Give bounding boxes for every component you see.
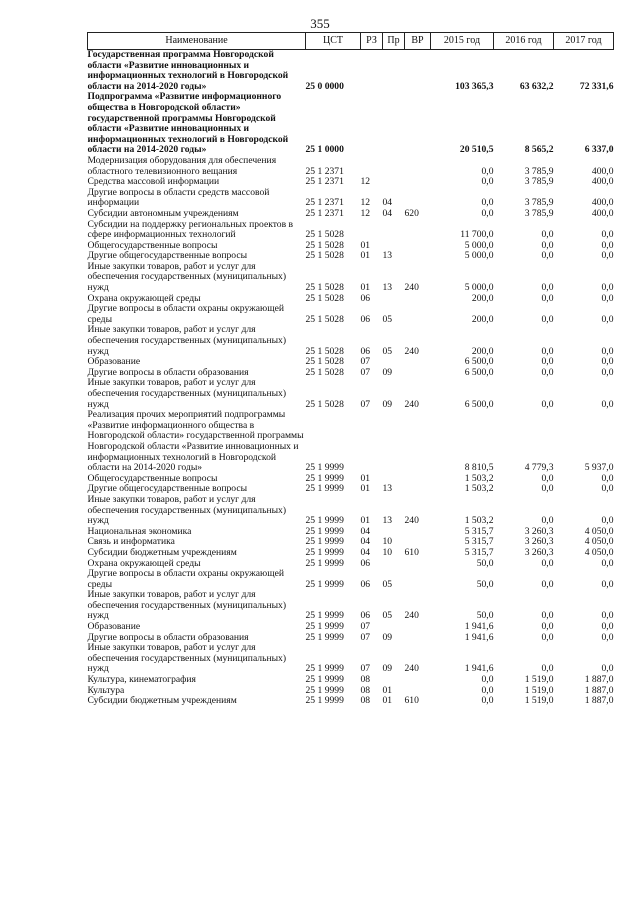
- table-header-row: [88, 33, 614, 50]
- cell-2015: 200,0: [471, 345, 494, 357]
- table-row: [88, 325, 614, 357]
- cell-2017: 0,0: [601, 313, 614, 325]
- cell-name: Общегосударственные вопросы: [87, 472, 218, 484]
- cell-name: Другие вопросы в области образования: [87, 631, 249, 643]
- cell-vr: [405, 410, 431, 474]
- cell-rz: 12: [360, 207, 371, 219]
- table-row: [88, 548, 614, 559]
- cell-2017: 0,0: [601, 282, 614, 294]
- cell-name: Образование: [87, 356, 141, 368]
- cell-2017: 0,0: [601, 250, 614, 262]
- cell-2016: 0,0: [541, 239, 554, 251]
- table-row: [88, 188, 614, 209]
- cell-rz: 01: [360, 250, 371, 262]
- cell-name: Подпрограмма «Развитие информационного общества в Новгородской области» государственной программы Новгородской области «Развитие инновационных и информационных технологий в Новгородской области на 2014-2020 годы»: [87, 91, 289, 156]
- cell-2015: 0,0: [481, 684, 494, 696]
- table-row: [88, 569, 614, 590]
- cell-2017: 1 887,0: [584, 684, 614, 696]
- budget-table: [87, 32, 614, 707]
- cell-cst: 25 1 9999: [305, 610, 344, 622]
- cell-2016: 0,0: [541, 578, 554, 590]
- cell-vr: [405, 675, 431, 686]
- cell-vr: [405, 474, 431, 485]
- cell-2017: 0,0: [601, 663, 614, 675]
- cell-2015: 0,0: [481, 695, 494, 707]
- cell-2017: 400,0: [591, 197, 614, 209]
- cell-2015: 0,0: [481, 207, 494, 219]
- cell-vr: [405, 241, 431, 252]
- cell-cst: 25 1 5028: [305, 292, 344, 304]
- cell-2017: 4 050,0: [584, 525, 614, 537]
- cell-vr: 240: [404, 282, 419, 294]
- cell-2016: 3 785,9: [524, 176, 554, 188]
- cell-2015: 5 315,7: [464, 525, 494, 537]
- cell-cst: 25 1 9999: [305, 663, 344, 675]
- cell-rz: [361, 92, 383, 156]
- cell-name: Субсидии автономным учреждениям: [87, 207, 239, 219]
- cell-name: Государственная программа Новгородской области «Развитие инновационных и информационных технологий в Новгородской области на 2014-2020 годы»: [87, 49, 289, 92]
- header-year-2017: 2017 год: [554, 33, 614, 50]
- cell-vr: [405, 357, 431, 368]
- cell-rz: [361, 50, 383, 93]
- cell-rz: 12: [360, 197, 371, 209]
- cell-name: Связь и информатика: [87, 536, 175, 548]
- cell-2016: 3 260,3: [524, 525, 554, 537]
- cell-rz: 07: [360, 398, 371, 410]
- cell-rz: 07: [360, 356, 371, 368]
- table-row: [88, 410, 614, 474]
- cell-2015: 6 500,0: [464, 366, 494, 378]
- cell-2015: 6 500,0: [464, 398, 494, 410]
- cell-pr: 09: [382, 631, 393, 643]
- cell-cst: 25 1 9999: [305, 515, 344, 527]
- cell-2016: 0,0: [541, 631, 554, 643]
- table-row: [88, 590, 614, 622]
- cell-2017: 0,0: [601, 356, 614, 368]
- cell-2017: 5 937,0: [584, 462, 614, 474]
- cell-2016: 0,0: [541, 366, 554, 378]
- cell-2015: 50,0: [476, 610, 494, 622]
- cell-pr: 10: [382, 536, 393, 548]
- cell-pr: 04: [382, 197, 393, 209]
- cell-rz: 06: [360, 292, 371, 304]
- cell-2015: 200,0: [471, 313, 494, 325]
- cell-rz: 08: [360, 695, 371, 707]
- cell-vr: [405, 50, 431, 93]
- cell-pr: 05: [382, 345, 393, 357]
- cell-2017: 1 887,0: [584, 674, 614, 686]
- cell-cst: 25 1 9999: [305, 546, 344, 558]
- cell-pr: 05: [382, 578, 393, 590]
- cell-pr: [383, 50, 405, 93]
- cell-2015: 5 315,7: [464, 546, 494, 558]
- table-row: [88, 92, 614, 156]
- cell-name: Национальная экономика: [87, 525, 192, 537]
- cell-pr: 09: [382, 366, 393, 378]
- cell-cst: 25 1 2371: [305, 165, 344, 177]
- cell-cst: 25 1 9999: [305, 462, 344, 474]
- cell-vr: 240: [404, 398, 419, 410]
- cell-name: Субсидии бюджетным учреждениям: [87, 695, 237, 707]
- cell-2016: 63 632,2: [519, 80, 554, 92]
- cell-rz: 07: [360, 663, 371, 675]
- cell-2017: 0,0: [601, 292, 614, 304]
- cell-2017: 4 050,0: [584, 546, 614, 558]
- cell-rz: 06: [360, 610, 371, 622]
- cell-rz: [361, 410, 383, 474]
- cell-2015: 20 510,5: [459, 144, 494, 156]
- cell-cst: 25 1 9999: [305, 536, 344, 548]
- cell-name: Охрана окружающей среды: [87, 557, 201, 569]
- cell-2016: 0,0: [541, 472, 554, 484]
- cell-2015: 5 000,0: [464, 239, 494, 251]
- cell-2017: 0,0: [601, 366, 614, 378]
- cell-cst: 25 1 9999: [305, 674, 344, 686]
- cell-2016: 3 785,9: [524, 197, 554, 209]
- cell-2015: 200,0: [471, 292, 494, 304]
- cell-pr: 01: [382, 695, 393, 707]
- cell-pr: [383, 410, 405, 474]
- cell-cst: 25 1 9999: [305, 695, 344, 707]
- cell-vr: [405, 294, 431, 305]
- cell-2015: 1 503,2: [464, 483, 494, 495]
- cell-rz: 04: [360, 546, 371, 558]
- cell-pr: 04: [382, 207, 393, 219]
- cell-name: Субсидии бюджетным учреждениям: [87, 546, 237, 558]
- cell-2017: 0,0: [601, 610, 614, 622]
- cell-rz: 04: [360, 525, 371, 537]
- cell-vr: [405, 188, 431, 209]
- cell-2017: 400,0: [591, 165, 614, 177]
- header-year-2015: 2015 год: [431, 33, 494, 50]
- cell-2015: 1 503,2: [464, 472, 494, 484]
- cell-cst: 25 1 5028: [305, 239, 344, 251]
- cell-2015: 50,0: [476, 557, 494, 569]
- cell-2017: 0,0: [601, 239, 614, 251]
- cell-cst: 25 1 9999: [305, 684, 344, 696]
- cell-vr: [405, 484, 431, 495]
- cell-2015: 8 810,5: [464, 462, 494, 474]
- table-row: [88, 209, 614, 220]
- cell-name: Культура, кинематография: [87, 674, 196, 686]
- header-rz: РЗ: [361, 33, 383, 50]
- cell-name: Иные закупки товаров, работ и услуг для обеспечения государственных (муниципальных) нужд: [87, 493, 287, 527]
- header-cst: ЦСТ: [306, 33, 361, 50]
- cell-pr: [383, 177, 405, 188]
- cell-2017: 0,0: [601, 557, 614, 569]
- cell-rz: 04: [360, 536, 371, 548]
- cell-2016: 3 260,3: [524, 536, 554, 548]
- cell-2016: 3 260,3: [524, 546, 554, 558]
- cell-cst: 25 1 5028: [305, 282, 344, 294]
- cell-name: Средства массовой информации: [87, 176, 220, 188]
- cell-vr: [405, 177, 431, 188]
- cell-name: Другие вопросы в области средств массовой информации: [87, 186, 270, 209]
- cell-2016: 3 785,9: [524, 207, 554, 219]
- cell-2017: 0,0: [601, 398, 614, 410]
- cell-2016: 0,0: [541, 557, 554, 569]
- cell-2016: 0,0: [541, 356, 554, 368]
- table-row: [88, 495, 614, 527]
- cell-name: Иные закупки товаров, работ и услуг для обеспечения государственных (муниципальных) нужд: [87, 642, 287, 675]
- cell-cst: 25 1 2371: [305, 176, 344, 188]
- cell-2016: 3 785,9: [524, 165, 554, 177]
- cell-2015: 0,0: [481, 674, 494, 686]
- cell-pr: 13: [382, 515, 393, 527]
- cell-rz: 07: [360, 621, 371, 633]
- cell-cst: 25 1 9999: [305, 621, 344, 633]
- cell-cst: 25 1 9999: [305, 578, 344, 590]
- cell-name: Иные закупки товаров, работ и услуг для обеспечения государственных (муниципальных) нужд: [87, 589, 287, 622]
- cell-2016: 4 779,3: [524, 462, 554, 474]
- cell-2017: 400,0: [591, 176, 614, 188]
- cell-rz: 06: [360, 313, 371, 325]
- cell-vr: 620: [404, 207, 419, 219]
- cell-name: Другие общегосударственные вопросы: [87, 250, 248, 262]
- table-row: [88, 262, 614, 294]
- cell-2016: 0,0: [541, 282, 554, 294]
- cell-rz: [361, 220, 383, 241]
- cell-vr: 240: [404, 610, 419, 622]
- page-number: 355: [310, 16, 330, 31]
- cell-2015: 103 365,3: [455, 80, 494, 92]
- table-row: [88, 156, 614, 177]
- cell-rz: 06: [360, 557, 371, 569]
- cell-name: Охрана окружающей среды: [87, 292, 201, 304]
- cell-name: Иные закупки товаров, работ и услуг для обеспечения государственных (муниципальных) нужд: [87, 377, 287, 410]
- cell-2017: 0,0: [601, 345, 614, 357]
- cell-cst: 25 1 0000: [305, 144, 344, 156]
- cell-2015: 0,0: [481, 165, 494, 177]
- cell-pr: [383, 559, 405, 570]
- cell-2015: 6 500,0: [464, 356, 494, 368]
- cell-pr: 10: [382, 546, 393, 558]
- cell-2017: 400,0: [591, 207, 614, 219]
- cell-cst: 25 1 5028: [305, 313, 344, 325]
- cell-2016: 0,0: [541, 610, 554, 622]
- table-row: [88, 50, 614, 93]
- cell-2016: 0,0: [541, 621, 554, 633]
- cell-name: Другие общегосударственные вопросы: [87, 483, 248, 495]
- cell-vr: [405, 527, 431, 538]
- cell-vr: 610: [404, 546, 419, 558]
- cell-2016: 0,0: [541, 398, 554, 410]
- cell-2017: 72 331,6: [579, 80, 614, 92]
- cell-cst: 25 1 9999: [305, 557, 344, 569]
- cell-rz: 07: [360, 366, 371, 378]
- table-row: [88, 304, 614, 325]
- cell-cst: 25 1 2371: [305, 197, 344, 209]
- cell-pr: 09: [382, 663, 393, 675]
- cell-vr: 240: [404, 345, 419, 357]
- cell-2015: 11 700,0: [460, 229, 494, 241]
- cell-rz: [361, 156, 383, 177]
- cell-pr: 05: [382, 313, 393, 325]
- table-row: [88, 643, 614, 675]
- cell-rz: 01: [360, 515, 371, 527]
- header-pr: Пр: [383, 33, 405, 50]
- cell-cst: 25 0 0000: [305, 80, 344, 92]
- cell-name: Иные закупки товаров, работ и услуг для обеспечения государственных (муниципальных) нужд: [87, 260, 287, 294]
- cell-2017: 0,0: [601, 578, 614, 590]
- cell-rz: 01: [360, 282, 371, 294]
- cell-rz: 12: [360, 176, 371, 188]
- cell-vr: [405, 559, 431, 570]
- cell-pr: 09: [382, 398, 393, 410]
- cell-vr: [405, 304, 431, 325]
- cell-vr: 240: [404, 663, 419, 675]
- cell-2017: 0,0: [601, 621, 614, 633]
- cell-2017: 4 050,0: [584, 536, 614, 548]
- cell-pr: [383, 92, 405, 156]
- cell-pr: [383, 156, 405, 177]
- cell-2017: 6 337,0: [584, 144, 614, 156]
- cell-2015: 5 315,7: [464, 536, 494, 548]
- cell-cst: 25 1 9999: [305, 631, 344, 643]
- cell-name: Другие вопросы в области образования: [87, 366, 249, 378]
- cell-cst: 25 1 9999: [305, 472, 344, 484]
- cell-2017: 1 887,0: [584, 695, 614, 707]
- cell-pr: [383, 294, 405, 305]
- cell-2015: 1 503,2: [464, 515, 494, 527]
- cell-cst: 25 1 2371: [305, 207, 344, 219]
- table-row: [88, 696, 614, 707]
- cell-rz: 01: [360, 239, 371, 251]
- cell-pr: 13: [382, 483, 393, 495]
- table-row: [88, 378, 614, 410]
- cell-2016: 1 519,0: [524, 674, 554, 686]
- cell-2015: 1 941,6: [464, 663, 494, 675]
- cell-2017: 0,0: [601, 229, 614, 241]
- cell-2017: 0,0: [601, 631, 614, 643]
- cell-pr: 13: [382, 282, 393, 294]
- cell-vr: [405, 251, 431, 262]
- cell-rz: 06: [360, 578, 371, 590]
- cell-2015: 5 000,0: [464, 250, 494, 262]
- cell-2016: 0,0: [541, 345, 554, 357]
- table-row: [88, 220, 614, 241]
- cell-rz: 01: [360, 483, 371, 495]
- cell-vr: [405, 92, 431, 156]
- cell-pr: [383, 220, 405, 241]
- cell-2015: 1 941,6: [464, 621, 494, 633]
- cell-pr: 05: [382, 610, 393, 622]
- cell-cst: 25 1 5028: [305, 229, 344, 241]
- cell-2017: 0,0: [601, 483, 614, 495]
- header-name: Наименование: [88, 33, 306, 50]
- cell-cst: 25 1 5028: [305, 345, 344, 357]
- cell-cst: 25 1 5028: [305, 250, 344, 262]
- cell-rz: 06: [360, 345, 371, 357]
- cell-name: Культура: [87, 684, 125, 696]
- cell-name: Иные закупки товаров, работ и услуг для обеспечения государственных (муниципальных) нужд: [87, 324, 287, 357]
- cell-cst: 25 1 9999: [305, 483, 344, 495]
- cell-vr: [405, 220, 431, 241]
- cell-name: Субсидии на поддержку региональных проектов в сфере информационных технологий: [87, 218, 294, 241]
- cell-pr: 01: [382, 684, 393, 696]
- cell-cst: 25 1 5028: [305, 398, 344, 410]
- cell-2016: 1 519,0: [524, 695, 554, 707]
- cell-2015: 0,0: [481, 176, 494, 188]
- cell-2016: 1 519,0: [524, 684, 554, 696]
- cell-vr: [405, 622, 431, 633]
- cell-name: Общегосударственные вопросы: [87, 239, 218, 251]
- cell-vr: [405, 368, 431, 379]
- cell-vr: 240: [404, 515, 419, 527]
- cell-2016: 0,0: [541, 483, 554, 495]
- table-body: [88, 50, 614, 707]
- cell-rz: 08: [360, 674, 371, 686]
- cell-2015: 50,0: [476, 578, 494, 590]
- cell-rz: 08: [360, 684, 371, 696]
- cell-name: Другие вопросы в области охраны окружающей среды: [87, 303, 284, 325]
- cell-2016: 0,0: [541, 663, 554, 675]
- cell-2016: 0,0: [541, 515, 554, 527]
- header-year-2016: 2016 год: [494, 33, 554, 50]
- header-vr: ВР: [405, 33, 431, 50]
- cell-2016: 0,0: [541, 229, 554, 241]
- cell-name: Модернизация оборудования для обеспечения областного телевизионного вещания: [87, 154, 277, 177]
- cell-vr: [405, 156, 431, 177]
- cell-vr: 610: [404, 695, 419, 707]
- cell-pr: 13: [382, 250, 393, 262]
- cell-2017: 0,0: [601, 515, 614, 527]
- cell-vr: [405, 633, 431, 644]
- cell-2016: 0,0: [541, 313, 554, 325]
- cell-2016: 0,0: [541, 250, 554, 262]
- cell-2016: 0,0: [541, 292, 554, 304]
- cell-2015: 0,0: [481, 197, 494, 209]
- cell-cst: 25 1 9999: [305, 525, 344, 537]
- cell-cst: 25 1 5028: [305, 366, 344, 378]
- cell-cst: 25 1 5028: [305, 356, 344, 368]
- cell-name: Реализация прочих мероприятий подпрограммы «Развитие информационного общества в Новгородской области» государственной программы Новгородской области «Развитие инновационных и информационных технологий в Новгородской области на 2014-2020 годы»: [87, 409, 304, 474]
- cell-rz: 01: [360, 472, 371, 484]
- cell-2015: 5 000,0: [464, 282, 494, 294]
- cell-vr: [405, 569, 431, 590]
- cell-2017: 0,0: [601, 472, 614, 484]
- cell-rz: 07: [360, 631, 371, 643]
- cell-name: Другие вопросы в области охраны окружающей среды: [87, 568, 284, 590]
- cell-2015: 1 941,6: [464, 631, 494, 643]
- cell-2016: 8 565,2: [524, 144, 554, 156]
- cell-name: Образование: [87, 621, 141, 633]
